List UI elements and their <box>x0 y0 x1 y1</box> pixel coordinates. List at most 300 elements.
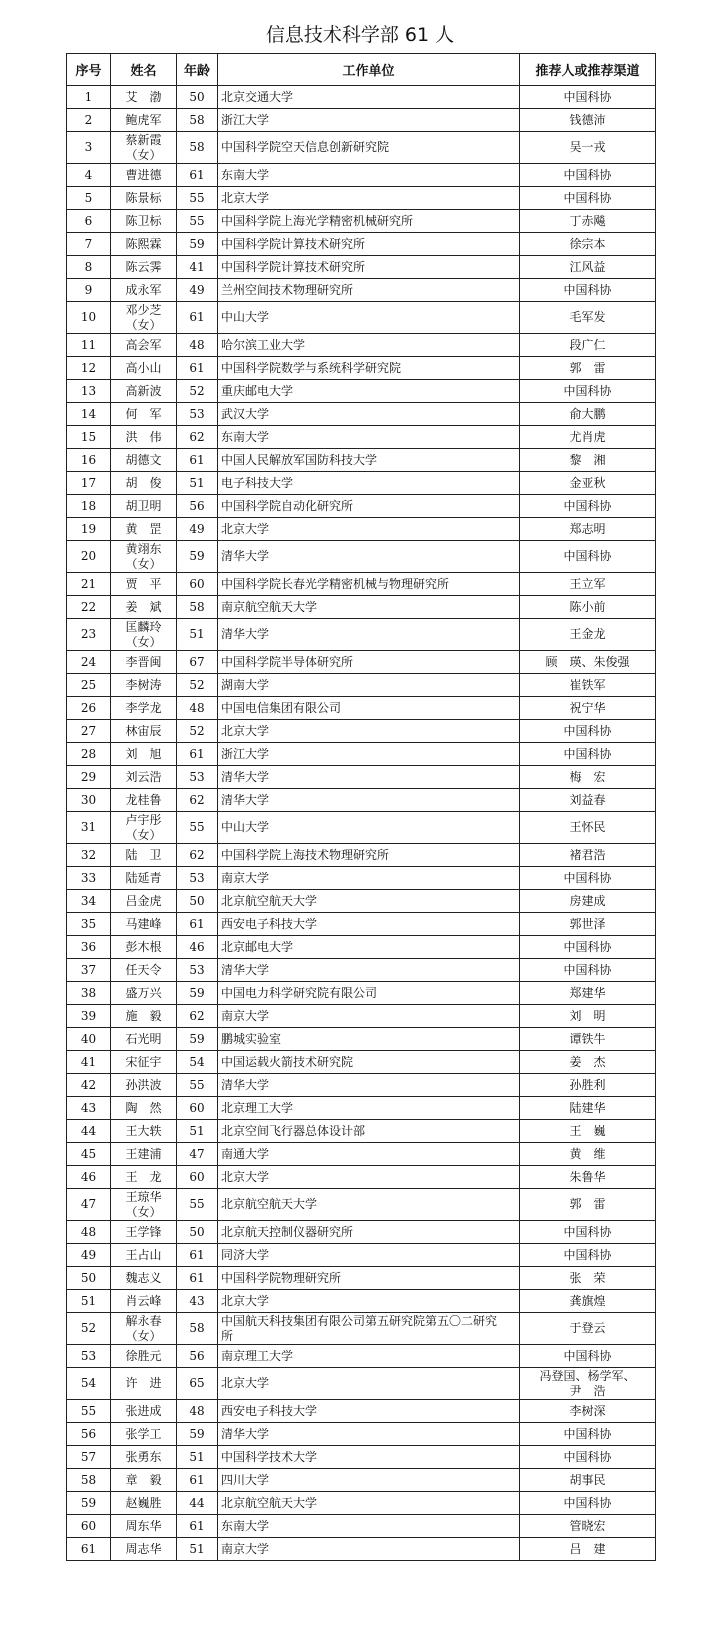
cell-unit: 北京大学 <box>218 187 520 210</box>
cell-name: 李学龙 <box>111 697 177 720</box>
cell-name: 彭木根 <box>111 936 177 959</box>
cell-unit: 东南大学 <box>218 426 520 449</box>
header-name: 姓名 <box>111 54 177 86</box>
table-row <box>67 1028 656 1051</box>
cell-recommender: 中国科协 <box>520 743 656 766</box>
cell-name: 张进成 <box>111 1400 177 1423</box>
cell-unit: 清华大学 <box>218 541 520 573</box>
cell-unit: 中国科学技术大学 <box>218 1446 520 1469</box>
table-row <box>67 844 656 867</box>
cell-age: 61 <box>177 1267 218 1290</box>
cell-index: 45 <box>67 1143 111 1166</box>
table-row <box>67 766 656 789</box>
cell-unit: 浙江大学 <box>218 109 520 132</box>
cell-name: 胡 俊 <box>111 472 177 495</box>
cell-age: 50 <box>177 890 218 913</box>
table-row <box>67 449 656 472</box>
table-row <box>67 1267 656 1290</box>
cell-unit: 东南大学 <box>218 164 520 187</box>
cell-name: 王学锋 <box>111 1221 177 1244</box>
cell-recommender: 中国科协 <box>520 1423 656 1446</box>
table-row <box>67 256 656 279</box>
cell-index: 9 <box>67 279 111 302</box>
cell-recommender: 中国科协 <box>520 164 656 187</box>
cell-index: 27 <box>67 720 111 743</box>
cell-unit: 北京大学 <box>218 720 520 743</box>
cell-name: 胡卫明 <box>111 495 177 518</box>
cell-age: 56 <box>177 1345 218 1368</box>
cell-index: 43 <box>67 1097 111 1120</box>
cell-name: 高新波 <box>111 380 177 403</box>
cell-age: 41 <box>177 256 218 279</box>
cell-unit: 中国航天科技集团有限公司第五研究院第五〇二研究 所 <box>218 1313 520 1345</box>
table-row <box>67 1515 656 1538</box>
cell-unit: 中国科学院计算技术研究所 <box>218 233 520 256</box>
cell-recommender: 张 荣 <box>520 1267 656 1290</box>
table-row <box>67 1097 656 1120</box>
cell-index: 11 <box>67 334 111 357</box>
cell-index: 14 <box>67 403 111 426</box>
cell-name: 魏志义 <box>111 1267 177 1290</box>
cell-recommender: 中国科协 <box>520 495 656 518</box>
cell-recommender: 中国科协 <box>520 959 656 982</box>
cell-unit: 浙江大学 <box>218 743 520 766</box>
cell-unit: 北京航空航天大学 <box>218 1492 520 1515</box>
cell-name: 赵巍胜 <box>111 1492 177 1515</box>
cell-unit: 哈尔滨工业大学 <box>218 334 520 357</box>
cell-recommender: 孙胜利 <box>520 1074 656 1097</box>
cell-recommender: 郑建华 <box>520 982 656 1005</box>
cell-index: 34 <box>67 890 111 913</box>
header-age: 年龄 <box>177 54 218 86</box>
table-row <box>67 720 656 743</box>
cell-age: 60 <box>177 1166 218 1189</box>
cell-recommender: 李树深 <box>520 1400 656 1423</box>
cell-recommender: 中国科协 <box>520 1221 656 1244</box>
cell-age: 65 <box>177 1368 218 1400</box>
cell-recommender: 吴一戎 <box>520 132 656 164</box>
cell-recommender: 陈小前 <box>520 596 656 619</box>
cell-unit: 南京大学 <box>218 1538 520 1561</box>
cell-age: 52 <box>177 380 218 403</box>
cell-recommender: 王立军 <box>520 573 656 596</box>
table-row <box>67 1221 656 1244</box>
cell-recommender: 俞大鹏 <box>520 403 656 426</box>
cell-age: 60 <box>177 573 218 596</box>
table-row <box>67 1120 656 1143</box>
cell-name: 何 军 <box>111 403 177 426</box>
cell-recommender: 江风益 <box>520 256 656 279</box>
cell-name: 陈景标 <box>111 187 177 210</box>
cell-unit: 电子科技大学 <box>218 472 520 495</box>
cell-age: 47 <box>177 1143 218 1166</box>
cell-index: 61 <box>67 1538 111 1561</box>
cell-recommender: 姜 杰 <box>520 1051 656 1074</box>
cell-name: 曹进德 <box>111 164 177 187</box>
cell-recommender: 褚君浩 <box>520 844 656 867</box>
cell-age: 55 <box>177 1074 218 1097</box>
cell-recommender: 尤肖虎 <box>520 426 656 449</box>
cell-recommender: 郑志明 <box>520 518 656 541</box>
cell-name: 盛万兴 <box>111 982 177 1005</box>
cell-index: 31 <box>67 812 111 844</box>
cell-recommender: 毛军发 <box>520 302 656 334</box>
cell-recommender: 中国科协 <box>520 541 656 573</box>
cell-age: 53 <box>177 403 218 426</box>
cell-recommender: 中国科协 <box>520 720 656 743</box>
cell-name: 胡德文 <box>111 449 177 472</box>
cell-recommender: 中国科协 <box>520 1446 656 1469</box>
cell-age: 44 <box>177 1492 218 1515</box>
cell-name: 陈卫标 <box>111 210 177 233</box>
cell-index: 17 <box>67 472 111 495</box>
header-recommender: 推荐人或推荐渠道 <box>520 54 656 86</box>
cell-index: 12 <box>67 357 111 380</box>
cell-index: 13 <box>67 380 111 403</box>
header-unit: 工作单位 <box>218 54 520 86</box>
table-row <box>67 936 656 959</box>
cell-name: 周志华 <box>111 1538 177 1561</box>
table-row <box>67 279 656 302</box>
cell-index: 24 <box>67 651 111 674</box>
cell-name: 蔡新霞 （女） <box>111 132 177 164</box>
cell-age: 61 <box>177 357 218 380</box>
cell-name: 匡麟玲 （女） <box>111 619 177 651</box>
cell-name: 黄翊东 （女） <box>111 541 177 573</box>
cell-name: 刘云浩 <box>111 766 177 789</box>
table-row <box>67 982 656 1005</box>
table-row <box>67 743 656 766</box>
cell-name: 周东华 <box>111 1515 177 1538</box>
cell-name: 陆延青 <box>111 867 177 890</box>
cell-index: 41 <box>67 1051 111 1074</box>
cell-index: 3 <box>67 132 111 164</box>
cell-recommender: 朱鲁华 <box>520 1166 656 1189</box>
cell-index: 25 <box>67 674 111 697</box>
cell-name: 张学工 <box>111 1423 177 1446</box>
cell-age: 48 <box>177 697 218 720</box>
cell-index: 47 <box>67 1189 111 1221</box>
table-row <box>67 518 656 541</box>
table-row <box>67 1313 656 1345</box>
cell-name: 成永军 <box>111 279 177 302</box>
cell-index: 52 <box>67 1313 111 1345</box>
cell-name: 吕金虎 <box>111 890 177 913</box>
cell-age: 51 <box>177 1538 218 1561</box>
cell-index: 46 <box>67 1166 111 1189</box>
cell-index: 56 <box>67 1423 111 1446</box>
cell-index: 35 <box>67 913 111 936</box>
cell-recommender: 中国科协 <box>520 936 656 959</box>
cell-name: 许 进 <box>111 1368 177 1400</box>
cell-recommender: 崔铁军 <box>520 674 656 697</box>
cell-recommender: 中国科协 <box>520 867 656 890</box>
table-row <box>67 426 656 449</box>
cell-index: 26 <box>67 697 111 720</box>
cell-age: 51 <box>177 1446 218 1469</box>
cell-unit: 中国科学院上海光学精密机械研究所 <box>218 210 520 233</box>
cell-name: 肖云峰 <box>111 1290 177 1313</box>
cell-age: 49 <box>177 518 218 541</box>
table-row <box>67 357 656 380</box>
cell-age: 58 <box>177 596 218 619</box>
table-row <box>67 1423 656 1446</box>
cell-age: 50 <box>177 86 218 109</box>
cell-unit: 北京大学 <box>218 1166 520 1189</box>
cell-unit: 武汉大学 <box>218 403 520 426</box>
cell-age: 55 <box>177 1189 218 1221</box>
cell-index: 8 <box>67 256 111 279</box>
cell-name: 孙洪波 <box>111 1074 177 1097</box>
table-row <box>67 1492 656 1515</box>
cell-name: 黄 罡 <box>111 518 177 541</box>
table-row <box>67 1469 656 1492</box>
cell-recommender: 黎 湘 <box>520 449 656 472</box>
cell-age: 62 <box>177 844 218 867</box>
cell-index: 29 <box>67 766 111 789</box>
cell-name: 陈熙霖 <box>111 233 177 256</box>
cell-name: 林宙辰 <box>111 720 177 743</box>
cell-age: 58 <box>177 132 218 164</box>
cell-index: 28 <box>67 743 111 766</box>
cell-name: 王建浦 <box>111 1143 177 1166</box>
cell-age: 61 <box>177 743 218 766</box>
cell-recommender: 王 巍 <box>520 1120 656 1143</box>
table-row <box>67 890 656 913</box>
cell-age: 59 <box>177 233 218 256</box>
cell-age: 48 <box>177 1400 218 1423</box>
cell-age: 59 <box>177 541 218 573</box>
cell-recommender: 丁赤飚 <box>520 210 656 233</box>
cell-recommender: 管晓宏 <box>520 1515 656 1538</box>
table-header-row <box>67 54 656 86</box>
table-row <box>67 867 656 890</box>
cell-unit: 中国科学院自动化研究所 <box>218 495 520 518</box>
cell-name: 陶 然 <box>111 1097 177 1120</box>
table-row <box>67 789 656 812</box>
cell-name: 解永春 （女） <box>111 1313 177 1345</box>
cell-unit: 中国科学院物理研究所 <box>218 1267 520 1290</box>
cell-index: 4 <box>67 164 111 187</box>
page-title: 信息技术科学部 61 人 <box>265 24 455 46</box>
cell-unit: 清华大学 <box>218 1423 520 1446</box>
cell-unit: 南京理工大学 <box>218 1345 520 1368</box>
table-row <box>67 1446 656 1469</box>
cell-recommender: 刘 明 <box>520 1005 656 1028</box>
cell-recommender: 于登云 <box>520 1313 656 1345</box>
cell-name: 张勇东 <box>111 1446 177 1469</box>
cell-recommender: 中国科协 <box>520 1492 656 1515</box>
cell-age: 51 <box>177 1120 218 1143</box>
cell-index: 37 <box>67 959 111 982</box>
cell-recommender: 龚旗煌 <box>520 1290 656 1313</box>
cell-recommender: 中国科协 <box>520 380 656 403</box>
cell-unit: 北京理工大学 <box>218 1097 520 1120</box>
table-row <box>67 1290 656 1313</box>
cell-unit: 中国科学院半导体研究所 <box>218 651 520 674</box>
cell-recommender: 梅 宏 <box>520 766 656 789</box>
cell-recommender: 冯登国、杨学军、 尹 浩 <box>520 1368 656 1400</box>
cell-unit: 南京大学 <box>218 867 520 890</box>
cell-age: 62 <box>177 426 218 449</box>
cell-age: 51 <box>177 472 218 495</box>
cell-name: 李晋闽 <box>111 651 177 674</box>
cell-recommender: 郭 雷 <box>520 357 656 380</box>
cell-unit: 中国科学院数学与系统科学研究院 <box>218 357 520 380</box>
cell-recommender: 郭世泽 <box>520 913 656 936</box>
cell-name: 高会军 <box>111 334 177 357</box>
cell-age: 59 <box>177 1423 218 1446</box>
cell-index: 19 <box>67 518 111 541</box>
cell-index: 38 <box>67 982 111 1005</box>
cell-name: 卢宇彤 （女） <box>111 812 177 844</box>
cell-recommender: 陆建华 <box>520 1097 656 1120</box>
cell-name: 王占山 <box>111 1244 177 1267</box>
cell-unit: 北京大学 <box>218 1290 520 1313</box>
cell-recommender: 谭铁牛 <box>520 1028 656 1051</box>
table-row <box>67 1400 656 1423</box>
cell-index: 53 <box>67 1345 111 1368</box>
table-row <box>67 210 656 233</box>
cell-index: 44 <box>67 1120 111 1143</box>
cell-recommender: 中国科协 <box>520 86 656 109</box>
cell-index: 1 <box>67 86 111 109</box>
table-row <box>67 1005 656 1028</box>
cell-unit: 清华大学 <box>218 959 520 982</box>
cell-unit: 北京空间飞行器总体设计部 <box>218 1120 520 1143</box>
cell-unit: 北京航空航天大学 <box>218 890 520 913</box>
table-row <box>67 233 656 256</box>
cell-index: 54 <box>67 1368 111 1400</box>
table-row <box>67 1244 656 1267</box>
cell-age: 52 <box>177 720 218 743</box>
cell-age: 61 <box>177 1469 218 1492</box>
table-row <box>67 1345 656 1368</box>
cell-recommender: 中国科协 <box>520 1244 656 1267</box>
cell-age: 62 <box>177 1005 218 1028</box>
cell-index: 6 <box>67 210 111 233</box>
cell-name: 任天令 <box>111 959 177 982</box>
cell-recommender: 胡事民 <box>520 1469 656 1492</box>
cell-age: 53 <box>177 959 218 982</box>
cell-unit: 北京邮电大学 <box>218 936 520 959</box>
cell-recommender: 刘益春 <box>520 789 656 812</box>
cell-recommender: 钱德沛 <box>520 109 656 132</box>
cell-recommender: 中国科协 <box>520 1345 656 1368</box>
table-row <box>67 403 656 426</box>
cell-unit: 南通大学 <box>218 1143 520 1166</box>
cell-age: 50 <box>177 1221 218 1244</box>
cell-age: 61 <box>177 1244 218 1267</box>
cell-unit: 中国电信集团有限公司 <box>218 697 520 720</box>
cell-name: 艾 渤 <box>111 86 177 109</box>
cell-unit: 北京航天控制仪器研究所 <box>218 1221 520 1244</box>
cell-unit: 中国运载火箭技术研究院 <box>218 1051 520 1074</box>
header-index: 序号 <box>67 54 111 86</box>
cell-age: 51 <box>177 619 218 651</box>
cell-age: 60 <box>177 1097 218 1120</box>
cell-recommender: 顾 瑛、朱俊强 <box>520 651 656 674</box>
cell-age: 55 <box>177 210 218 233</box>
cell-age: 59 <box>177 1028 218 1051</box>
cell-index: 18 <box>67 495 111 518</box>
cell-index: 32 <box>67 844 111 867</box>
cell-unit: 中山大学 <box>218 812 520 844</box>
cell-age: 61 <box>177 1515 218 1538</box>
cell-unit: 清华大学 <box>218 789 520 812</box>
cell-age: 55 <box>177 812 218 844</box>
table-row <box>67 1074 656 1097</box>
cell-index: 39 <box>67 1005 111 1028</box>
cell-unit: 北京大学 <box>218 1368 520 1400</box>
cell-unit: 西安电子科技大学 <box>218 913 520 936</box>
cell-name: 王 龙 <box>111 1166 177 1189</box>
table-row <box>67 959 656 982</box>
cell-index: 2 <box>67 109 111 132</box>
cell-recommender: 郭 雷 <box>520 1189 656 1221</box>
cell-unit: 北京大学 <box>218 518 520 541</box>
cell-age: 61 <box>177 913 218 936</box>
cell-name: 鲍虎军 <box>111 109 177 132</box>
table-row <box>67 164 656 187</box>
cell-name: 施 毅 <box>111 1005 177 1028</box>
cell-recommender: 中国科协 <box>520 187 656 210</box>
cell-age: 56 <box>177 495 218 518</box>
cell-unit: 中国科学院上海技术物理研究所 <box>218 844 520 867</box>
table-body <box>67 86 656 1561</box>
cell-recommender: 王怀民 <box>520 812 656 844</box>
cell-index: 51 <box>67 1290 111 1313</box>
cell-unit: 重庆邮电大学 <box>218 380 520 403</box>
cell-index: 5 <box>67 187 111 210</box>
cell-name: 邓少芝 （女） <box>111 302 177 334</box>
cell-index: 48 <box>67 1221 111 1244</box>
cell-unit: 北京航空航天大学 <box>218 1189 520 1221</box>
cell-unit: 清华大学 <box>218 619 520 651</box>
cell-index: 16 <box>67 449 111 472</box>
cell-recommender: 王金龙 <box>520 619 656 651</box>
table-row <box>67 109 656 132</box>
table-row <box>67 495 656 518</box>
cell-unit: 中国电力科学研究院有限公司 <box>218 982 520 1005</box>
table-row <box>67 619 656 651</box>
cell-name: 章 毅 <box>111 1469 177 1492</box>
cell-name: 徐胜元 <box>111 1345 177 1368</box>
cell-age: 61 <box>177 449 218 472</box>
cell-unit: 清华大学 <box>218 766 520 789</box>
table-row <box>67 1143 656 1166</box>
cell-age: 53 <box>177 867 218 890</box>
table-row <box>67 86 656 109</box>
cell-age: 53 <box>177 766 218 789</box>
cell-recommender: 吕 建 <box>520 1538 656 1561</box>
members-table <box>66 53 656 1561</box>
table-row <box>67 913 656 936</box>
cell-name: 陈云霁 <box>111 256 177 279</box>
cell-index: 21 <box>67 573 111 596</box>
cell-name: 高小山 <box>111 357 177 380</box>
cell-recommender: 徐宗本 <box>520 233 656 256</box>
table-row <box>67 1368 656 1400</box>
cell-name: 陆 卫 <box>111 844 177 867</box>
cell-name: 石光明 <box>111 1028 177 1051</box>
cell-age: 48 <box>177 334 218 357</box>
table-row <box>67 1189 656 1221</box>
cell-index: 33 <box>67 867 111 890</box>
table-row <box>67 1166 656 1189</box>
cell-unit: 中国科学院长春光学精密机械与物理研究所 <box>218 573 520 596</box>
cell-unit: 中山大学 <box>218 302 520 334</box>
